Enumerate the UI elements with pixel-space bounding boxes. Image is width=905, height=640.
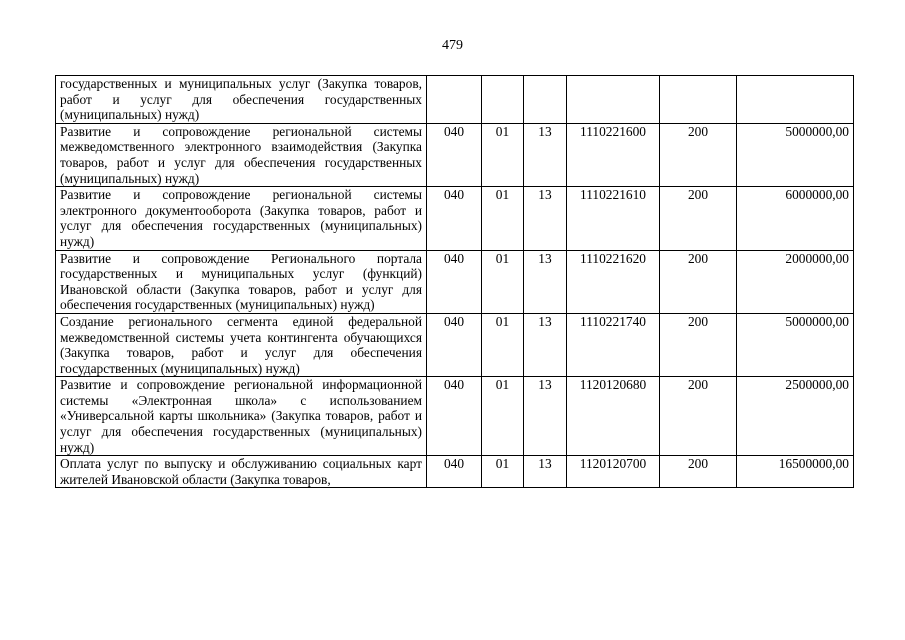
cell-expense-type: 200	[660, 456, 737, 488]
cell-code-3: 13	[524, 250, 567, 313]
cell-code-1	[427, 76, 482, 124]
table-row	[56, 313, 854, 376]
cell-code-3	[524, 76, 567, 124]
cell-amount: 2000000,00	[737, 250, 854, 313]
cell-target-article: 1110221740	[567, 313, 660, 376]
cell-expense-type: 200	[660, 313, 737, 376]
cell-code-2: 01	[482, 456, 524, 488]
cell-code-2: 01	[482, 377, 524, 456]
cell-amount: 5000000,00	[737, 313, 854, 376]
cell-code-2: 01	[482, 187, 524, 250]
cell-expense-type: 200	[660, 123, 737, 186]
cell-code-1: 040	[427, 123, 482, 186]
table-row	[56, 187, 854, 250]
cell-amount	[737, 76, 854, 124]
cell-target-article: 1110221600	[567, 123, 660, 186]
cell-code-3: 13	[524, 313, 567, 376]
cell-expense-type	[660, 76, 737, 124]
cell-amount: 5000000,00	[737, 123, 854, 186]
table-row	[56, 76, 854, 124]
row-description: Создание регионального сегмента единой федеральной межведомственной системы учета контингента обучающихся (Закупка товаров, работ и услуг для обеспечения государственных (муниципальных) нужд)	[56, 313, 427, 376]
table-row	[56, 377, 854, 456]
cell-code-2	[482, 76, 524, 124]
cell-target-article: 1110221610	[567, 187, 660, 250]
cell-target-article: 1120120680	[567, 377, 660, 456]
cell-target-article: 1120120700	[567, 456, 660, 488]
cell-code-3: 13	[524, 187, 567, 250]
cell-code-1: 040	[427, 250, 482, 313]
cell-code-1: 040	[427, 456, 482, 488]
cell-code-3: 13	[524, 377, 567, 456]
cell-code-1: 040	[427, 377, 482, 456]
cell-code-3: 13	[524, 123, 567, 186]
cell-expense-type: 200	[660, 377, 737, 456]
budget-table	[55, 75, 854, 488]
cell-target-article: 1110221620	[567, 250, 660, 313]
cell-code-1: 040	[427, 313, 482, 376]
cell-target-article	[567, 76, 660, 124]
cell-amount: 6000000,00	[737, 187, 854, 250]
cell-expense-type: 200	[660, 187, 737, 250]
table-row	[56, 250, 854, 313]
cell-amount: 2500000,00	[737, 377, 854, 456]
cell-code-2: 01	[482, 313, 524, 376]
cell-expense-type: 200	[660, 250, 737, 313]
row-description: Развитие и сопровождение Регионального портала государственных и муниципальных услуг (функций) Ивановской области (Закупка товаров, работ и услуг для обеспечения государственных (муниципальных) нужд)	[56, 250, 427, 313]
cell-code-1: 040	[427, 187, 482, 250]
cell-code-2: 01	[482, 250, 524, 313]
page-number: 479	[442, 38, 463, 53]
row-description: Развитие и сопровождение региональной системы межведомственного электронного взаимодействия (Закупка товаров, работ и услуг для обеспечения государственных (муниципальных) нужд)	[56, 123, 427, 186]
table-row	[56, 123, 854, 186]
row-description: государственных и муниципальных услуг (Закупка товаров, работ и услуг для обеспечения государственных (муниципальных) нужд)	[56, 76, 427, 124]
cell-code-3: 13	[524, 456, 567, 488]
row-description: Развитие и сопровождение региональной информационной системы «Электронная школа» с использованием «Универсальной карты школьника» (Закупка товаров, работ и услуг для обеспечения государственных (муниципальных) нужд)	[56, 377, 427, 456]
row-description: Оплата услуг по выпуску и обслуживанию социальных карт жителей Ивановской области (Закупка товаров,	[56, 456, 427, 488]
cell-code-2: 01	[482, 123, 524, 186]
cell-amount: 16500000,00	[737, 456, 854, 488]
row-description: Развитие и сопровождение региональной системы электронного документооборота (Закупка товаров, работ и услуг для обеспечения государственных (муниципальных) нужд)	[56, 187, 427, 250]
table-row	[56, 456, 854, 488]
